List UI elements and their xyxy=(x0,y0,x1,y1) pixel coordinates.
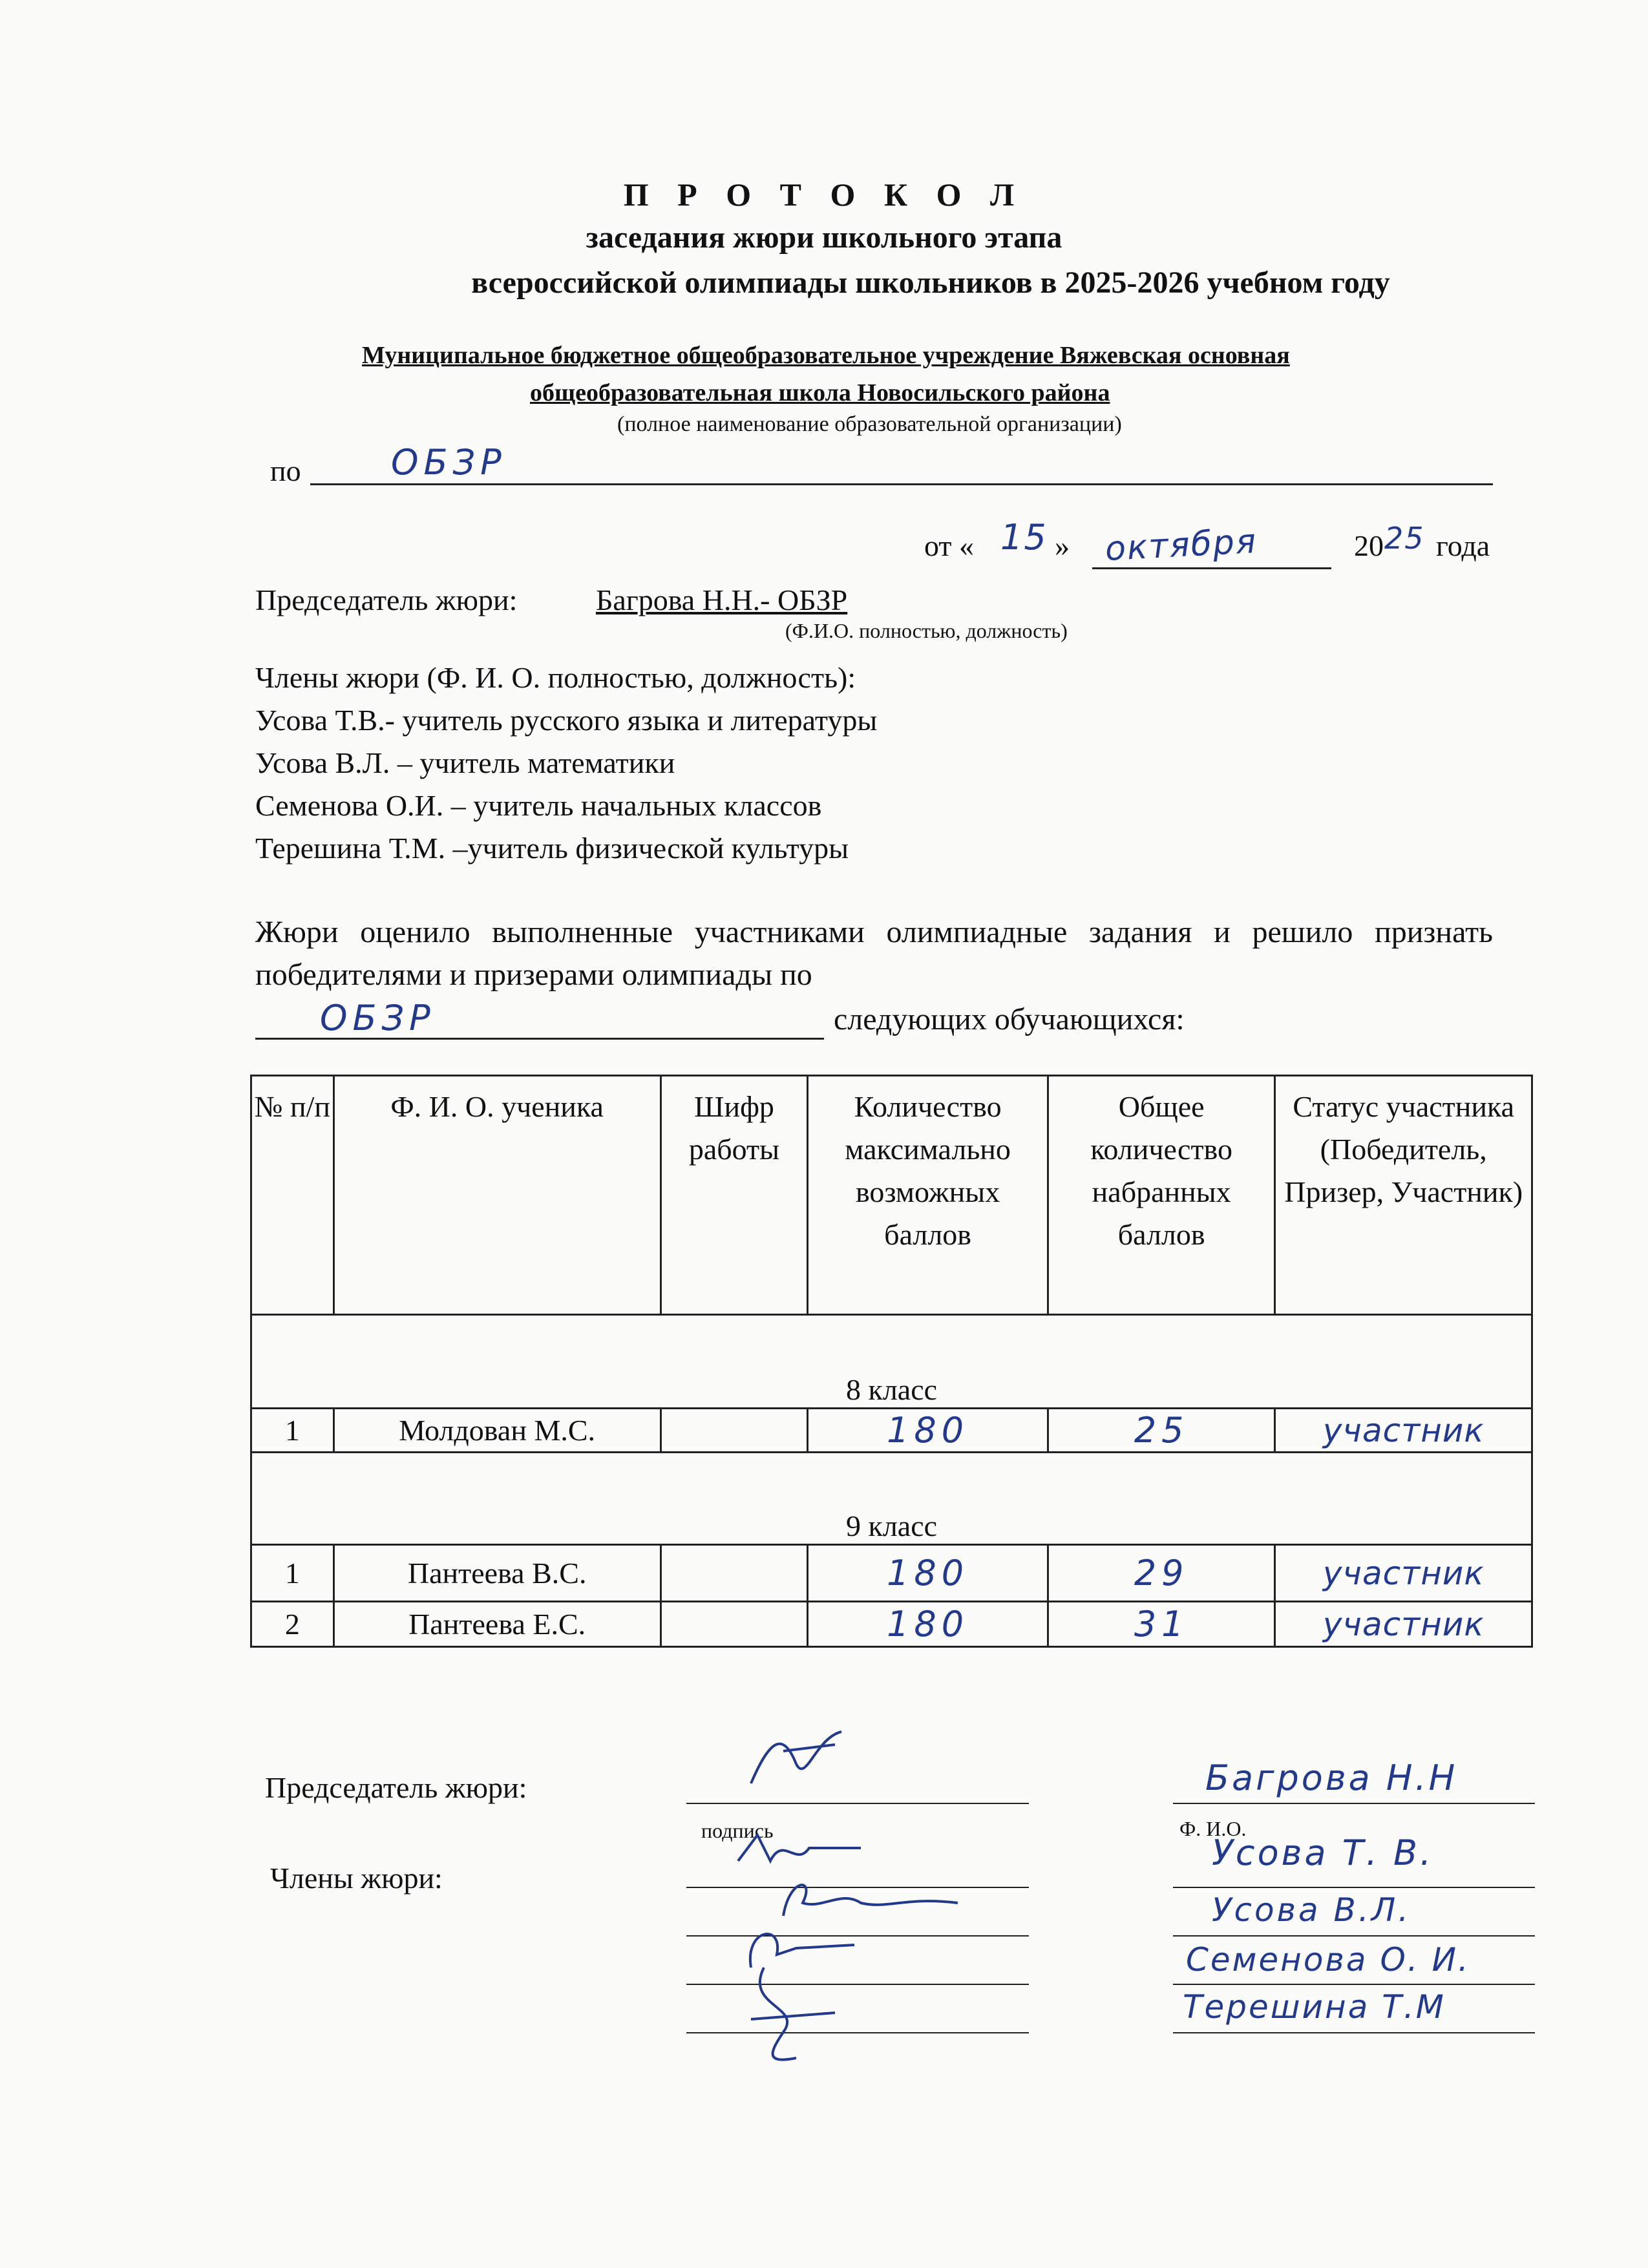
cell-max-score: 180 xyxy=(808,1602,1048,1647)
document-subtitle-2: всероссийской олимпиады школьников в 2025-2026 учебном году xyxy=(471,266,1390,300)
member-item: Терешина Т.М. –учитель физической культуры xyxy=(255,832,849,865)
document-subtitle-1: заседания жюри школьного этапа xyxy=(586,220,1062,255)
member-name-handwritten: Семенова О. И. xyxy=(1186,1941,1470,1979)
organization-caption: (полное наименование образовательной организации) xyxy=(617,412,1122,436)
decision-subject-field xyxy=(255,1000,824,1040)
date-month: октября xyxy=(1104,521,1258,569)
cell-status: участник xyxy=(1275,1602,1532,1647)
chair-value: Багрова Н.Н.- ОБЗР xyxy=(596,583,848,616)
chair-name-handwritten: Багрова Н.Н xyxy=(1205,1758,1458,1798)
fio-line xyxy=(1173,1758,1535,1804)
date-day: 15 xyxy=(1000,517,1048,558)
chair-caption: (Ф.И.О. полностью, должность) xyxy=(785,619,1068,642)
results-table xyxy=(250,1075,1533,1648)
cell-score: 29 xyxy=(1048,1545,1275,1602)
table-row xyxy=(251,1545,1532,1602)
signature-line xyxy=(686,1993,1029,2033)
document-title: П Р О Т О К О Л xyxy=(623,176,1025,213)
fio-line xyxy=(1173,1891,1535,1937)
subject-field xyxy=(310,442,1493,485)
header-max-score: Количество максимально возможных баллов xyxy=(808,1076,1048,1315)
fio-line xyxy=(1173,1832,1535,1888)
cell-number: 1 xyxy=(251,1409,334,1453)
member-item: Семенова О.И. – учитель начальных классов xyxy=(255,789,822,822)
decision-text xyxy=(255,911,1493,996)
subject-prefix: по xyxy=(270,454,301,487)
member-name-handwritten: Терешина Т.М xyxy=(1183,1988,1446,2026)
members-label: Члены жюри (Ф. И. О. полностью, должность): xyxy=(255,661,856,694)
signature-line xyxy=(686,1764,1029,1804)
handwritten-signature xyxy=(738,1955,854,2071)
signature-members-label: Члены жюри: xyxy=(270,1862,443,1895)
subject-value: ОБЗР xyxy=(391,442,507,483)
organization-name-line-2: общеобразовательная школа Новосильского района xyxy=(530,379,1110,406)
date-mid: » xyxy=(1055,529,1070,562)
cell-max-score: 180 xyxy=(808,1409,1048,1453)
member-item: Усова Т.В.- учитель русского языка и литературы xyxy=(255,704,878,737)
cell-score: 31 xyxy=(1048,1602,1275,1647)
date-month-field xyxy=(1092,521,1331,569)
group-label: 8 класс xyxy=(251,1315,1532,1409)
cell-number: 1 xyxy=(251,1545,334,1602)
signature-chair-label: Председатель жюри: xyxy=(265,1771,527,1804)
cell-name: Молдован М.С. xyxy=(333,1409,660,1453)
decision-body: Жюри оценило выполненные участниками олимпиадные задания и решило признать победителями и призерами олимпиады по xyxy=(255,915,1493,992)
cell-code xyxy=(660,1409,808,1453)
table-row xyxy=(251,1602,1532,1647)
date-suffix: года xyxy=(1436,529,1490,562)
cell-name: Пантеева В.С. xyxy=(333,1545,660,1602)
member-item: Усова В.Л. – учитель математики xyxy=(255,746,675,779)
fio-line xyxy=(1173,1988,1535,2033)
table-header-row xyxy=(251,1076,1532,1315)
cell-score: 25 xyxy=(1048,1409,1275,1453)
decision-subject-value: ОБЗР xyxy=(320,998,436,1038)
group-label: 9 класс xyxy=(251,1453,1532,1545)
organization-name-line-1: Муниципальное бюджетное общеобразовательное учреждение Вяжевская основная xyxy=(362,342,1290,369)
cell-name: Пантеева Е.С. xyxy=(333,1602,660,1647)
group-row xyxy=(251,1453,1532,1545)
cell-code xyxy=(660,1545,808,1602)
cell-code xyxy=(660,1602,808,1647)
table-row xyxy=(251,1409,1532,1453)
group-row xyxy=(251,1315,1532,1409)
member-name-handwritten: Усова В.Л. xyxy=(1212,1891,1411,1929)
cell-number: 2 xyxy=(251,1602,334,1647)
signature-caption: подпись xyxy=(701,1819,774,1842)
date-prefix: от « xyxy=(924,529,974,562)
cell-status: участник xyxy=(1275,1545,1532,1602)
chair-label: Председатель жюри: xyxy=(255,583,518,616)
fio-line xyxy=(1173,1941,1535,1985)
fio-caption: Ф. И.О. xyxy=(1179,1817,1247,1840)
header-total-score: Общее количество набранных баллов xyxy=(1048,1076,1275,1315)
member-name-handwritten: Усова Т. В. xyxy=(1212,1832,1434,1873)
header-work-code: Шифр работы xyxy=(660,1076,808,1315)
handwritten-signature xyxy=(745,1725,848,1796)
header-number: № п/п xyxy=(251,1076,334,1315)
cell-max-score: 180 xyxy=(808,1545,1048,1602)
date-year-suffix: 25 xyxy=(1384,521,1425,556)
header-status: Статус участника (Победитель, Призер, Участник) xyxy=(1275,1076,1532,1315)
date-year-prefix: 20 xyxy=(1354,529,1384,562)
decision-suffix: следующих обучающихся: xyxy=(834,1002,1185,1036)
cell-status: участник xyxy=(1275,1409,1532,1453)
header-student-name: Ф. И. О. ученика xyxy=(333,1076,660,1315)
